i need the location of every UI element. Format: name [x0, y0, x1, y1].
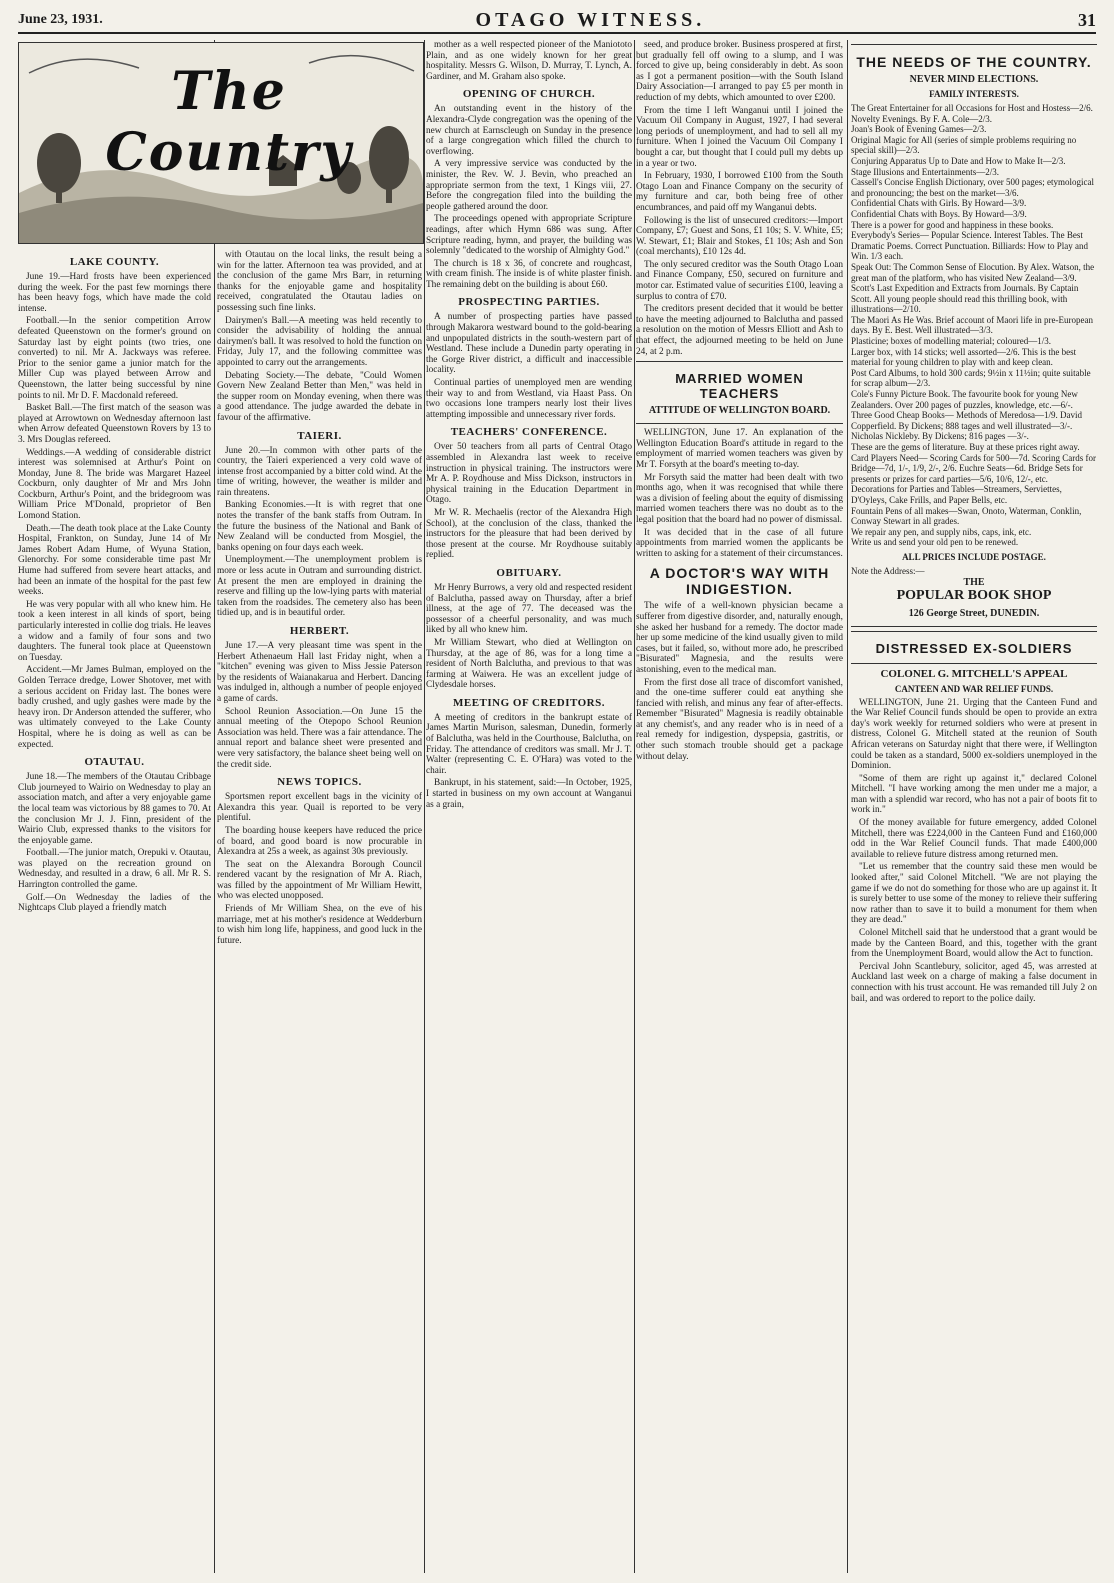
- article-paragraph: Football.—The junior match, Orepuki v. Otautau, was played on the recreation ground on Wednesday, and resulted in a draw, 6 all. Mr R. S. Harrington controlled the game.: [18, 848, 211, 891]
- shop-item: Cole's Funny Picture Book. The favourite book for young New Zealanders. Over 200 pages of puzzles, knowledge, etc.—6/-.: [851, 389, 1078, 410]
- article-paragraph: Mr Henry Burrows, a very old and respected resident of Balclutha, passed away on Thursday, after a brief illness, at the age of 77. The deceased was the possessor of a cheerful personality, and was much liked by all who knew him.: [426, 582, 632, 636]
- shop-item: Fountain Pens of all makes—Swan, Onoto, Waterman, Conklin, Conway Stewart in all grades.: [851, 505, 1082, 527]
- shop-item: The Maori As He Was. Brief account of Maori life in pre-European days. By E. Best. Well illustrated—3/3.: [851, 314, 1094, 336]
- mitchell-appeal-heading: COLONEL G. MITCHELL'S APPEAL: [880, 667, 1068, 680]
- shop-address: 126 George Street, DUNEDIN.: [908, 607, 1040, 619]
- article-paragraph: A number of prospecting parties have passed through Makarora westward bound to the gold-bearing and unpopulated districts in the south-western part of Westland. These include a Dunedin party operating in the Gorge River district, a difficult and inaccessible locality.: [426, 312, 632, 376]
- column-rule: [214, 40, 215, 1573]
- page-number: 31: [1078, 9, 1096, 30]
- article-paragraph: Mr Forsyth said the matter had been dealt with two months ago, when it was recognised that while there was a division of feeling about the equity of dismissing married women teachers there was no doubt as to the legal position that the board had no power of dismissal.: [636, 472, 843, 525]
- article-paragraph: with Otautau on the local links, the result being a win for the latter. Afternoon tea was provided, and at the conclusion of the game Mrs Barr, in returning thanks for the enjoyable game and hospitality received, congratulated the Otautau ladies on possessing such fine links.: [217, 250, 422, 313]
- article-paragraph: Mr W. R. Mechaelis (rector of the Alexandra High School), at the conclusion of the class, thanked the instructors for the pleasure that had been derived by those present at the course. Mr Roydhouse suitably replied.: [426, 507, 632, 561]
- opening-of-church-heading: OPENING OF CHURCH.: [462, 88, 596, 101]
- the-word: THE: [963, 576, 985, 588]
- article-paragraph: June 18.—The members of the Otautau Cribbage Club journeyed to Wairio on Wednesday to play an association match, and after a very enjoyable game the local team was victorious by 88 games to 70. At the conclusion Mr J. J. Finn, president of the Wairio Club, expressed thanks to the visitors for the enjoyable game.: [18, 772, 211, 846]
- shop-item: Confidential Chats with Girls. By Howard—3/9.: [851, 198, 1027, 209]
- article-paragraph: Debating Society.—The debate, "Could Women Govern New Zealand Better than Men," was held in the supper room on Monday evening, when there was a good attendance. The judge awarded the debate in favour of the affirmative.: [217, 370, 422, 423]
- ex-soldiers-block: [851, 631, 1097, 664]
- article-paragraph: School Reunion Association.—On June 15 the annual meeting of the Otepopo School Reunion Association was held. There was a fair attendance. The annual report and balance sheet were presented and were very satisfactory, the balance sheet being well on the credit side.: [217, 706, 422, 770]
- column-5: [851, 40, 1097, 1573]
- article-paragraph: Banking Economies.—It is with regret that one notes the transfer of the bank staffs from Outram. In the future the business of the National and Bank of New Zealand will be conducted from Mosgiel, the banks opening on four days each week.: [217, 500, 422, 553]
- needs-of-country-heading: THE NEEDS OF THE COUNTRY.: [856, 54, 1092, 70]
- article-paragraph: A very impressive service was conducted by the minister, the Rev. W. J. Bevin, who preached an appropriate sermon from the text, 1 Kings viii, 27. Before the congregation filed into the building the people gathered around the door.: [426, 159, 632, 212]
- married-teachers-block: [636, 361, 843, 424]
- shop-item: Post Card Albums, to hold 300 cards; 9½in x 11½in; quite suitable for scrap album—2/3.: [851, 367, 1091, 389]
- article-paragraph: June 20.—In common with other parts of the country, the Taieri experienced a very cold wave of intense frost accompanied by a bitter cold wind. At the time of writing, however, the weather is milder and rain threatens.: [217, 445, 422, 498]
- doctors-way-heading: A DOCTOR'S WAY WITH INDIGESTION.: [649, 565, 830, 598]
- prospecting-parties-heading: PROSPECTING PARTIES.: [458, 296, 600, 309]
- article-paragraph: Of the money available for future emergency, added Colonel Mitchell, there was £224,000 in the Canteen Fund and £160,000 odd in the War Relief Council funds. That made £400,000 available to relieve future distress among returned men.: [851, 818, 1097, 860]
- article-paragraph: Continual parties of unemployed men are wending their way to and from Westland, via Haast Pass. On two occasions lone trampers nearly lost their lives attempting impossible and unnecessary river fords.: [426, 378, 632, 420]
- married-women-teachers-heading: MARRIED WOMEN TEACHERS: [675, 371, 804, 402]
- article-paragraph: seed, and produce broker. Business prospered at first, but gradually fell off owing to a slump, and I was forced to give up, being considerably in debt. As soon as I got a permanent position—with the South Island Dairy Association—I arranged to pay £5 per month in reduction of my debts, which amounted to over £200.: [636, 40, 843, 103]
- shop-item: Speak Out: The Common Sense of Elocution. By Alex. Watson, the great man of the platform, who has visited New Zealand—3/9.: [851, 261, 1095, 283]
- lake-county-heading: LAKE COUNTY.: [69, 256, 160, 268]
- shop-item: Original Magic for All (series of simple problems requiring no special skill)—2/3.: [851, 134, 1077, 156]
- article-paragraph: Unemployment.—The unemployment problem is more or less acute in Outram and surrounding district. At present the men are employed in draining the reserve and filling up the low-lying parts with material taken from the roadsides. The cemetery also has been tidied up, and is in beautiful order.: [217, 555, 422, 619]
- article-paragraph: WELLINGTON, June 17. An explanation of the Wellington Education Board's attitude in regard to the employment of married women teachers was given by Mr T. Forsyth at the board's meeting to-day.: [636, 428, 843, 470]
- article-paragraph: Dairymen's Ball.—A meeting was held recently to consider the advisability of holding the annual dairymen's ball. It was resolved to hold the function on Friday, July 17, and the following committee was appointed to carry out the arrangements.: [217, 315, 422, 368]
- article-paragraph: An outstanding event in the history of the Alexandra-Clyde congregation was the opening of the new church at Earnscleugh on Sunday in the presence of a large congregation which filled the church to overflowing.: [426, 104, 632, 157]
- the-country-banner: [18, 42, 424, 244]
- article-paragraph: The wife of a well-known physician became a sufferer from digestive disorder, and, naturally enough, she asked her husband for a remedy. The doctor made her up some medicine of the kind usually given to mild cases, but it failed, so, without more ado, he prescribed "Bisurated" Magnesia, and the results were astonishing, even to the medical man.: [636, 601, 843, 675]
- column-rule: [847, 40, 848, 1573]
- article-paragraph: He was very popular with all who knew him. He took a keen interest in all kinds of sport, being particularly interested in collie dog trials. He leaves a widow and a family of four sons and two daughters. The funeral took place at Queenstown on Tuesday.: [18, 599, 211, 663]
- banner-title: The Country: [105, 61, 353, 183]
- article-paragraph: "Some of them are right up against it," declared Colonel Mitchell. "I have working among the men under me a major, a man with a splendid war record, who has not a pair of boots fit to work in.": [851, 773, 1097, 816]
- shop-item: Decorations for Parties and Tables—Streamers, Serviettes, D'Oyleys, Cake Frills, and Paper Bells, etc.: [851, 484, 1062, 505]
- article-paragraph: Golf.—On Wednesday the ladies of the Nightcaps Club played a friendly match: [18, 892, 211, 914]
- article-paragraph: mother as a well respected pioneer of the Maniototo Plain, and as one widely known for her great hospitality. Messrs G. Wilson, D. Murray, T. Lynch, A. Gardiner, and M. Graham also spoke.: [426, 40, 632, 82]
- article-paragraph: Following is the list of unsecured creditors:—Import Company, £7; Guest and Sons, £1 10s; S. V. White, £5; W. Stewart, £1; Blair and Stokes, £1 10s; Ash and Son (coal merchants), £10 12s 4d.: [636, 215, 843, 258]
- teachers-conference-heading: TEACHERS' CONFERENCE.: [450, 426, 608, 439]
- column-1: [18, 250, 211, 1573]
- family-interests: FAMILY INTERESTS.: [929, 89, 1019, 99]
- article-paragraph: Percival John Scantlebury, solicitor, aged 45, was arrested at Auckland last week on a charge of making a false document in connection with his trust account. He was remanded till July 2 on bail, and was ordered to report to the police daily.: [851, 961, 1097, 1004]
- column-rule: [424, 40, 425, 1573]
- address-label: Note the Address:—: [851, 565, 925, 576]
- meeting-of-creditors-heading: MEETING OF CREDITORS.: [453, 696, 605, 709]
- article-paragraph: Weddings.—A wedding of considerable district interest was solemnised at Arthur's Point on Monday, June 8. The bride was Margaret Hazeel Cockburn, only daughter of Mr and Mrs John Cockburn, Arthur's Point, and the bridegroom was William Price M'Donald, proprietor of Ben Lomond Station.: [18, 447, 211, 522]
- shop-item: Conjuring Apparatus Up to Date and How to Make It—2/3.: [851, 155, 1066, 166]
- article-paragraph: Bankrupt, in his statement, said:—In October, 1925, I started in business on my own account at Wanganui as a grain,: [426, 778, 632, 810]
- article-paragraph: Friends of Mr William Shea, on the eve of his marriage, met at his mother's residence at Wedderburn to wish him long life, happiness, and good luck in the future.: [217, 904, 422, 946]
- article-paragraph: Death.—The death took place at the Lake County Hospital, Frankton, on Sunday, June 14 of Mr James Robert Adam Hume, of Wyuna Station, Glenorchy. For some considerable time past Mr Hume had suffered from severe heart attacks, and had been an inmate of the hospital for the past few weeks.: [18, 523, 211, 598]
- article-paragraph: From the time I left Wanganui until I joined the Vacuum Oil Company in August, 1927, I had several long periods of unemployment, and had to sell all my furniture. When I joined the Vacuum Oil Company I bought a car, but thought that I could pull my debts up in a year or two.: [636, 105, 843, 169]
- column-4: [636, 40, 843, 1573]
- shop-item: Confidential Chats with Boys. By Howard—3/9.: [851, 208, 1027, 219]
- article-paragraph: In February, 1930, I borrowed £100 from the South Otago Loan and Finance Company on the security of my furniture and car, both being free of other encumbrances, and paid off my Wanganui debts.: [636, 171, 843, 213]
- article-paragraph: The only secured creditor was the South Otago Loan and Finance Company, £50, secured on furniture and motor car. Estimated value of securities £100, leaving a surplus to contra of £70.: [636, 259, 843, 302]
- article-paragraph: Mr William Stewart, who died at Wellington on Thursday, at the age of 86, was for a long time a resident of North Balclutha, and previous to that was farming at Waiwera. He was an excellent judge of Clydesdale horses.: [426, 637, 632, 691]
- shop-item: Three Good Cheap Books— Methods of Meredosa—1/9. David Copperfield. By Dickens; 888 tages and well illustrated—3/-. Nicholas Nickleby. By Dickens; 816 pages —3/-.: [851, 410, 1082, 442]
- column-3: [426, 40, 632, 1573]
- article-paragraph: It was decided that in the case of all future appointments from married women the applicants be written to asking for a statement of their circumstances.: [636, 527, 843, 559]
- canteen-funds-heading: CANTEEN AND WAR RELIEF FUNDS.: [894, 683, 1054, 694]
- article-paragraph: The boarding house keepers have reduced the price of board, and good board is now procurable in Alexandra at 25s a week, as against 30s previously.: [217, 825, 422, 858]
- postage-note: ALL PRICES INCLUDE POSTAGE.: [902, 551, 1046, 562]
- book-shop-advert: [851, 44, 1097, 627]
- shop-item: Novelty Evenings. By F. A. Cole—2/3.: [851, 113, 993, 124]
- article-paragraph: The church is 18 x 36, of concrete and roughcast, with cream finish. The inside is of white plaster finish. The remaining debt on the building is about £60.: [426, 258, 632, 290]
- masthead: [18, 8, 1096, 34]
- shop-item: Scott's Last Expedition and Extracts from Journals. By Captain Scott. All young people should read this thrilling book, with illustrations—2/10.: [851, 283, 1079, 315]
- article-paragraph: Accident.—Mr James Bulman, employed on the Golden Terrace dredge, Lower Shotover, met with a serious accident on Friday last. The bones were badly crushed, and ugly gashes were made by the heavy iron. Dr Anderson attended the sufferer, who was ultimately conveyed to the Lake County Hospital, where he is doing as well as can be expected.: [18, 665, 211, 750]
- shop-item: Cassell's Concise English Dictionary, over 500 pages; etymological and pronouncing; the best on the market—3/6.: [851, 177, 1094, 198]
- herbert-heading: HERBERT.: [289, 625, 350, 637]
- shop-item: Larger box, with 14 sticks; well assorted—2/6. This is the best material for young children to play with and keep clean.: [851, 346, 1077, 368]
- article-paragraph: June 17.—A very pleasant time was spent in the Herbert Athenaeum Hall last Friday night, when a "kitchen" evening was given to Miss Jessie Paterson by the residents of Waianakarua and Herbert. Dancing was indulged in, although a number of people enjoyed a game of cards.: [217, 641, 422, 704]
- article-paragraph: Sportsmen report excellent bags in the vicinity of Alexandra this year. Quail is reported to be very plentiful.: [217, 792, 422, 824]
- shop-item-list: [851, 103, 1097, 548]
- obituary-heading: OBITUARY.: [496, 566, 562, 579]
- taieri-heading: TAIERI.: [297, 429, 342, 442]
- shop-item: Stage Illusions and Entertainments—2/3.: [851, 166, 999, 177]
- article-paragraph: From the first dose all trace of discomfort vanished, and the one-time sufferer could eat anything she fancied with relish, and minus any fear of after-effects. Remember "Bisurated" Magnesia is readily obtainable at any chemist's, and any reader who is in need of a real remedy for indigestion, dyspepsia, gastritis, or other such stomach trouble should get a package without delay.: [636, 677, 843, 762]
- article-paragraph: The proceedings opened with appropriate Scripture readings, after which Hymn 686 was sung. After Scripture reading, hymn, and prayer, the building was solemnly "dedicated to the worship of Almighty God.": [426, 214, 632, 257]
- shop-item: These are the gems of literature. Buy at these prices right away.: [851, 442, 1080, 452]
- shop-item: Plasticine; boxes of modelling material; coloured—1/3.: [851, 336, 1051, 347]
- article-paragraph: Over 50 teachers from all parts of Central Otago assembled in Alexandra last week to receive instruction in physical training. The instructors were Mr A. P. Roydhouse and Miss Dickson, instructors in physical training in the Education Department in Otago.: [426, 442, 632, 506]
- shop-name: POPULAR BOOK SHOP: [896, 587, 1052, 603]
- shop-item: Card Players Need— Scoring Cards for 500—7d. Scoring Cards for Bridge—7d, 1/-, 1/9, 2/-, 2/6. Euchre Seats—6d. Bridge Sets for presents or prizes for card parties—5/6, 10/6, 12/-, etc.: [851, 452, 1096, 484]
- article-paragraph: WELLINGTON, June 21. Urging that the Canteen Fund and the War Relief Council funds should be open to provide an extra day's work weekly for returned soldiers who were at present in distress, Colonel G. Mitchell stated at the reunion of South African veterans on Saturday night that there were, if Wellington could be taken as a standard, 5000 ex-soldiers unemployed in the Dominion.: [851, 697, 1097, 772]
- married-women-teachers-subheading: ATTITUDE OF WELLINGTON BOARD.: [648, 405, 831, 417]
- shop-item: The Great Entertainer for all Occasions for Host and Hostess—2/6.: [851, 103, 1093, 113]
- distressed-ex-soldiers-heading: DISTRESSED EX-SOLDIERS: [875, 640, 1073, 656]
- shop-item: Joan's Book of Evening Games—2/3.: [851, 124, 987, 135]
- otautau-heading: OTAUTAU.: [84, 756, 145, 769]
- article-paragraph: Colonel Mitchell said that he understood that a grant would be made by the Canteen Board, and this, together with the grant from the Unemployment Board, would allow the Act to function.: [851, 928, 1097, 960]
- news-topics-heading: NEWS TOPICS.: [277, 776, 362, 789]
- article-paragraph: "Let us remember that the country said these men would be looked after," said Colonel Mitchell. "We are not playing the game if we do not do something for those who are up against it. It is surely better to use some of the money to relieve their suffering now rather than to save it to build a monument for them when they are dead.": [851, 862, 1097, 926]
- shop-item: There is a power for good and happiness in these books.: [851, 219, 1054, 230]
- issue-date: June 23, 1931.: [18, 12, 103, 27]
- never-mind-elections: NEVER MIND ELECTIONS.: [909, 74, 1039, 85]
- paper-title: OTAGO WITNESS.: [475, 8, 706, 31]
- column-2: [217, 250, 422, 1573]
- shop-item: Everybody's Series— Popular Science. Interest Tables. The Best Dramatic Poems. Correct Punctuation. Billiards: How to Play and Win. 1/3 each.: [851, 230, 1088, 262]
- article-paragraph: A meeting of creditors in the bankrupt estate of James Martin Murison, salesman, Dunedin, formerly of Balclutha, was held in the Courthouse, Balclutha, on Friday. The attendance of creditors was small. Mr J. T. Walter (representing C. E. O'Hara) was voted to the chair.: [426, 712, 632, 776]
- article-paragraph: Basket Ball.—The first match of the season was played at Arrowtown on Wednesday afternoon last when Arrow defeated Queenstown Rovers by 13 to 3. Mrs Douglas refereed.: [18, 403, 211, 445]
- article-paragraph: The creditors present decided that it would be better to have the meeting adjourned to Balclutha and passed a resolution on the motion of Messrs Elliott and Ash to that effect, the adjourned meeting to be held on June 24, at 2 p.m.: [636, 304, 843, 357]
- shop-item: Write us and send your old pen to be renewed.: [851, 537, 1019, 548]
- article-paragraph: The seat on the Alexandra Borough Council rendered vacant by the resignation of Mr A. Riach, was filled by the appointment of Mr William Hewitt, who was elected unopposed.: [217, 859, 422, 902]
- shop-item: We repair any pen, and supply nibs, caps, ink, etc.: [851, 526, 1032, 537]
- column-rule: [634, 40, 635, 1573]
- article-paragraph: June 19.—Hard frosts have been experienced during the week. For the past few mornings there has been heavy fogs, which have made the cold intense.: [18, 272, 211, 314]
- article-paragraph: Football.—In the senior competition Arrow defeated Queenstown on the former's ground on Saturday last by eight points (two tries, one converted) to nil. Mr A. Jackways was referee. Prior to the senior game a junior match for the Miller Cup was played between Arrow and Queenstown, the latter being successful by nine points to nil. Mr D. F. Macdonald refereed.: [18, 316, 211, 401]
